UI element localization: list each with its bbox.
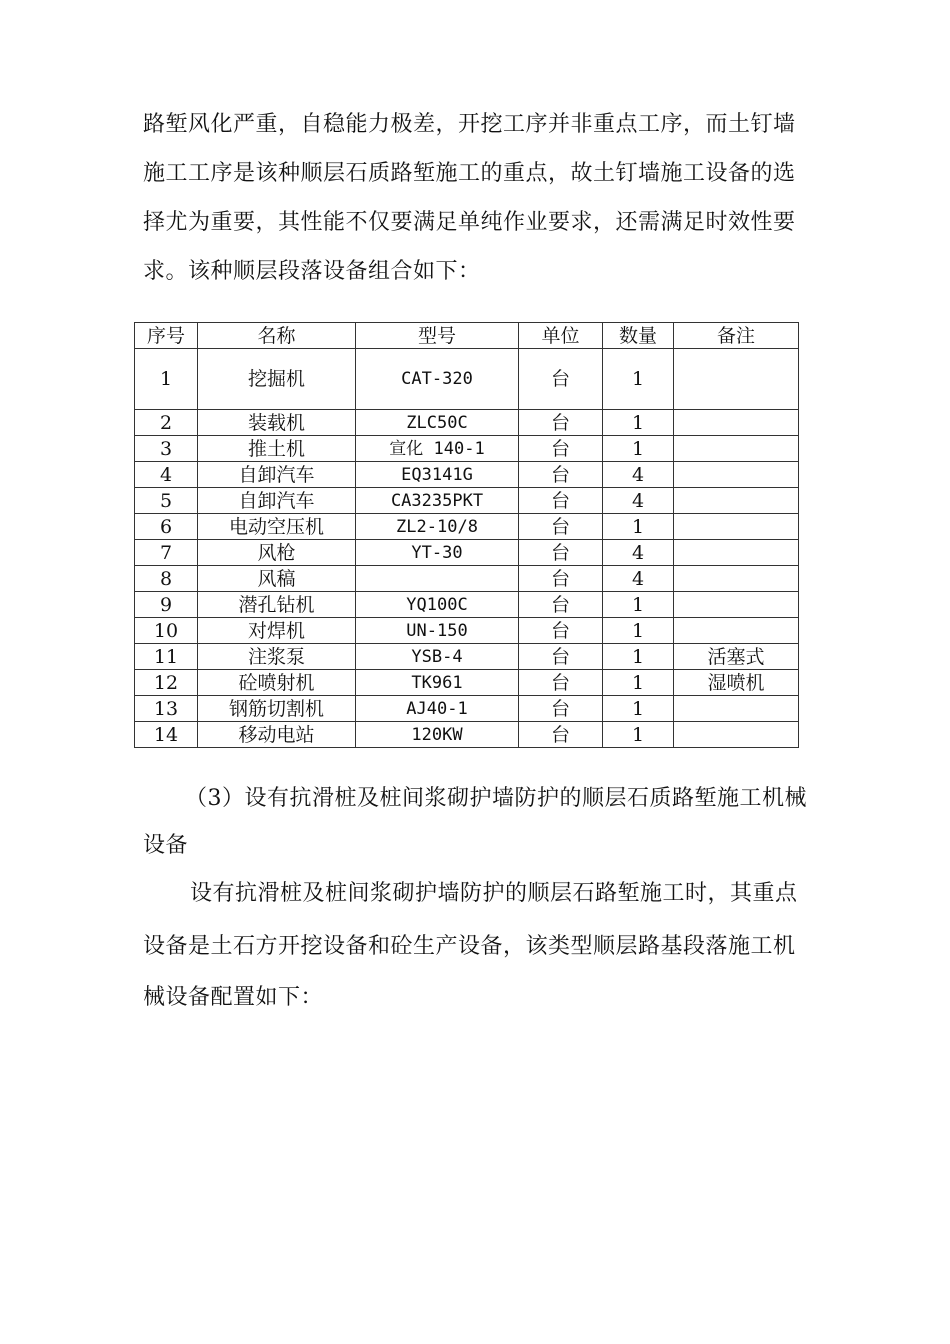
cell-index: 6: [135, 514, 198, 540]
cell-unit: 台: [519, 462, 603, 488]
cell-model: 宣化 140-1: [356, 436, 519, 462]
cell-index: 11: [135, 644, 198, 670]
cell-index: 12: [135, 670, 198, 696]
header-remarks: 备注: [674, 323, 799, 349]
cell-model: UN-150: [356, 618, 519, 644]
cell-unit: 台: [519, 618, 603, 644]
cell-remarks: [674, 696, 799, 722]
cell-name: 装载机: [198, 410, 356, 436]
cell-model: CA3235PKT: [356, 488, 519, 514]
cell-name: 电动空压机: [198, 514, 356, 540]
cell-remarks: [674, 410, 799, 436]
cell-unit: 台: [519, 436, 603, 462]
table-row: [135, 696, 799, 722]
table-row: [135, 592, 799, 618]
header-unit: 单位: [519, 323, 603, 349]
cell-quantity: 1: [603, 349, 674, 410]
cell-remarks: [674, 462, 799, 488]
cell-name: 自卸汽车: [198, 462, 356, 488]
cell-quantity: 1: [603, 722, 674, 748]
cell-unit: 台: [519, 540, 603, 566]
table-header-row: [135, 323, 799, 349]
table-row: [135, 410, 799, 436]
cell-unit: 台: [519, 410, 603, 436]
table-row: [135, 514, 799, 540]
body-line: 械设备配置如下：: [143, 985, 324, 1010]
cell-index: 5: [135, 488, 198, 514]
cell-quantity: 1: [603, 592, 674, 618]
header-model: 型号: [356, 323, 519, 349]
cell-name: 潜孔钻机: [198, 592, 356, 618]
table-row: [135, 540, 799, 566]
cell-unit: 台: [519, 488, 603, 514]
table-row: [135, 618, 799, 644]
table-row: [135, 462, 799, 488]
cell-remarks: 活塞式: [674, 644, 799, 670]
table-row: [135, 566, 799, 592]
cell-model: [356, 566, 519, 592]
cell-index: 2: [135, 410, 198, 436]
cell-unit: 台: [519, 514, 603, 540]
cell-model: YQ100C: [356, 592, 519, 618]
cell-model: EQ3141G: [356, 462, 519, 488]
cell-unit: 台: [519, 644, 603, 670]
cell-remarks: [674, 618, 799, 644]
cell-remarks: [674, 540, 799, 566]
cell-quantity: 1: [603, 670, 674, 696]
header-quantity: 数量: [603, 323, 674, 349]
table-row: [135, 722, 799, 748]
cell-quantity: 1: [603, 514, 674, 540]
intro-line: 路堑风化严重，自稳能力极差，开挖工序并非重点工序，而土钉墙: [143, 112, 796, 137]
cell-quantity: 1: [603, 696, 674, 722]
cell-remarks: [674, 722, 799, 748]
cell-index: 8: [135, 566, 198, 592]
cell-remarks: 湿喷机: [674, 670, 799, 696]
cell-quantity: 4: [603, 462, 674, 488]
cell-index: 14: [135, 722, 198, 748]
cell-index: 10: [135, 618, 198, 644]
cell-name: 推土机: [198, 436, 356, 462]
cell-unit: 台: [519, 722, 603, 748]
cell-name: 砼喷射机: [198, 670, 356, 696]
cell-unit: 台: [519, 566, 603, 592]
cell-index: 4: [135, 462, 198, 488]
cell-remarks: [674, 592, 799, 618]
cell-model: TK961: [356, 670, 519, 696]
cell-remarks: [674, 514, 799, 540]
intro-line: 施工工序是该种顺层石质路堑施工的重点，故土钉墙施工设备的选: [143, 161, 796, 186]
cell-model: ZLC50C: [356, 410, 519, 436]
cell-remarks: [674, 488, 799, 514]
cell-model: CAT-320: [356, 349, 519, 410]
cell-name: 风稿: [198, 566, 356, 592]
section-heading-line: 设备: [143, 833, 189, 858]
cell-name: 对焊机: [198, 618, 356, 644]
cell-unit: 台: [519, 349, 603, 410]
cell-name: 移动电站: [198, 722, 356, 748]
cell-model: YSB-4: [356, 644, 519, 670]
cell-index: 3: [135, 436, 198, 462]
cell-model: YT-30: [356, 540, 519, 566]
cell-index: 1: [135, 349, 198, 410]
header-index: 序号: [135, 323, 198, 349]
cell-name: 风枪: [198, 540, 356, 566]
cell-quantity: 1: [603, 618, 674, 644]
cell-unit: 台: [519, 696, 603, 722]
table-row: [135, 644, 799, 670]
cell-remarks: [674, 349, 799, 410]
cell-index: 9: [135, 592, 198, 618]
cell-index: 7: [135, 540, 198, 566]
equipment-table: [134, 322, 799, 748]
intro-line: 择尤为重要，其性能不仅要满足单纯作业要求，还需满足时效性要: [143, 210, 796, 235]
cell-model: 120KW: [356, 722, 519, 748]
table-row: [135, 488, 799, 514]
cell-name: 钢筋切割机: [198, 696, 356, 722]
cell-quantity: 4: [603, 566, 674, 592]
cell-quantity: 1: [603, 410, 674, 436]
table-row: [135, 349, 799, 410]
cell-unit: 台: [519, 592, 603, 618]
cell-unit: 台: [519, 670, 603, 696]
cell-remarks: [674, 436, 799, 462]
cell-model: AJ40-1: [356, 696, 519, 722]
cell-model: ZL2-10/8: [356, 514, 519, 540]
table-row: [135, 670, 799, 696]
cell-name: 自卸汽车: [198, 488, 356, 514]
cell-quantity: 4: [603, 488, 674, 514]
cell-remarks: [674, 566, 799, 592]
cell-name: 注浆泵: [198, 644, 356, 670]
cell-quantity: 1: [603, 644, 674, 670]
cell-quantity: 1: [603, 436, 674, 462]
body-line: 设有抗滑桩及桩间浆砌护墙防护的顺层石路堑施工时，其重点: [190, 881, 798, 906]
cell-index: 13: [135, 696, 198, 722]
header-name: 名称: [198, 323, 356, 349]
intro-line: 求。该种顺层段落设备组合如下：: [143, 259, 481, 284]
cell-quantity: 4: [603, 540, 674, 566]
cell-name: 挖掘机: [198, 349, 356, 410]
section-heading-line: （3）设有抗滑桩及桩间浆砌护墙防护的顺层石质路堑施工机械: [185, 786, 807, 811]
body-line: 设备是土石方开挖设备和砼生产设备，该类型顺层路基段落施工机: [143, 934, 796, 959]
table-row: [135, 436, 799, 462]
